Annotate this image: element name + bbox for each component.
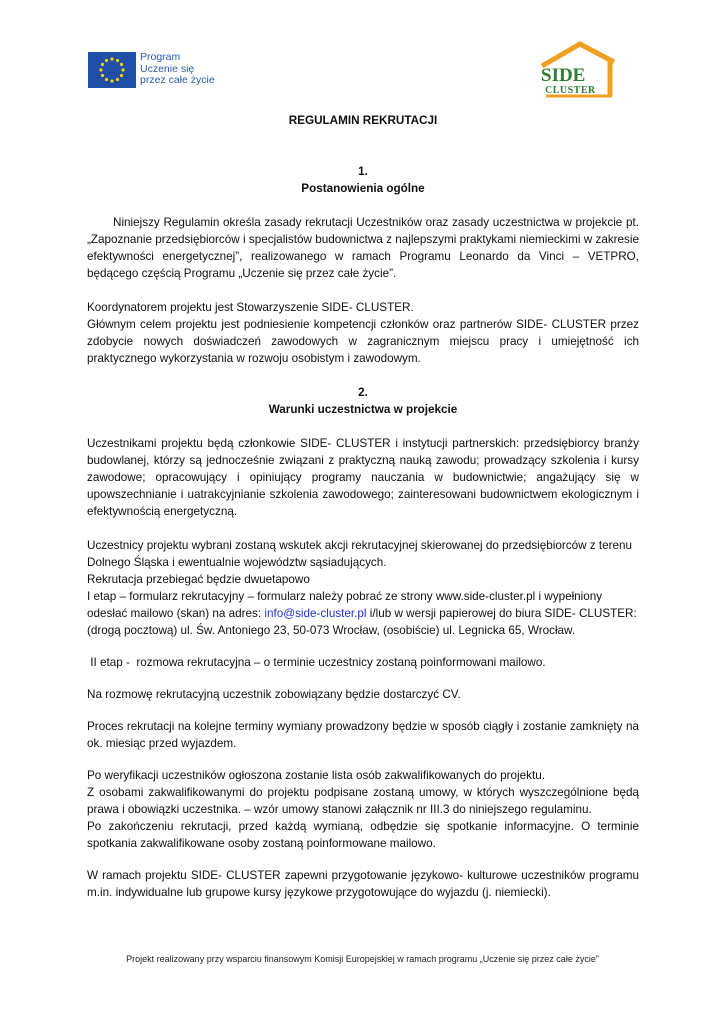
verification-paragraph-2: Z osobami zakwalifikowanymi do projektu podpisane zostaną umowy, w których wyszczególnione będą prawa i obowiązki uczestnika. – wzór umowy stanowi załącznik nr III.3 do niniejszego regulaminu. — [87, 786, 639, 816]
side-logo-word: SIDE — [541, 65, 586, 86]
document-body — [87, 112, 639, 901]
eu-flag-icon — [88, 52, 136, 88]
section-2-paragraph-2: Uczestnicy projektu wybrani zostaną wskutek akcji rekrutacyjnej skierowanej do przedsiębiorców z terenu Dolnego Śląska i ewentualnie województw sąsiadujących. — [87, 539, 633, 569]
stage-1-text: I etap – formularz rekrutacyjny – formularz należy pobrać ze strony www.side-cluster.pl i wypełniony odesłać mailowo (skan) na adres: — [87, 590, 603, 620]
preparation-paragraph: W ramach projektu SIDE- CLUSTER zapewni przygotowanie językowo- kulturowe uczestników programu m.in. indywidualne lub grupowe kursy językowe przygotowujące do wyjazdu (j. niemiecki). — [87, 869, 639, 899]
section-1-number: 1. — [358, 165, 368, 178]
section-1-paragraph-1: Niniejszy Regulamin określa zasady rekrutacji Uczestników oraz zasady uczestnictwa w projekcie pt. „Zapoznanie przedsiębiorców i specjalistów budownictwa z najlepszymi praktykami niemieckimi w zakresie efektywności energetycznej”, realizowanego w ramach Programu Leonardo da Vinci – VETPRO, będącego częścią Programu „Uczenie się przez całe życie”. — [87, 216, 639, 280]
stage-2-paragraph: II etap - rozmowa rekrutacyjna – o terminie uczestnicy zostaną poinformowani mailowo. — [87, 656, 546, 669]
process-paragraph: Proces rekrutacji na kolejne terminy wymiany prowadzony będzie w sposób ciągły i zostanie zamknięty na ok. miesiąc przed wyjazdem. — [87, 720, 639, 750]
eu-program-text — [140, 52, 230, 87]
section-2-paragraph-3: Rekrutacja przebiegać będzie dwuetapowo — [87, 573, 310, 586]
eu-program-line-3: przez całe życie — [140, 74, 215, 86]
stage-1-paragraph — [87, 588, 639, 639]
section-2-heading: Warunki uczestnictwa w projekcie — [268, 403, 458, 416]
section-2-number: 2. — [358, 386, 368, 399]
cluster-logo-word: CLUSTER — [545, 85, 596, 96]
section-1-paragraph-2: Koordynatorem projektu jest Stowarzyszenie SIDE- CLUSTER. — [87, 301, 414, 314]
section-1-paragraph-3: Głównym celem projektu jest podniesienie kompetencji członków oraz partnerów SIDE- CLUSTER przez zdobycie nowych doświadczeń zawodowych w zagranicznym miejscu pracy i umiejętność ich praktycznego wykorzystania w rozwoju osobistym i zawodowym. — [87, 318, 639, 365]
stage-1-text-continued: i/lub w wersji papierowej do biura SIDE- CLUSTER: (drogą pocztową) ul. Św. Antoniego 23, 50-073 Wrocław, (osobiście) ul. Legnicka 65, Wrocław. — [87, 607, 637, 637]
eu-program-line-1: Program — [140, 51, 181, 63]
cv-paragraph: Na rozmowę rekrutacyjną uczestnik zobowiązany będzie dostarczyć CV. — [87, 688, 461, 701]
section-2-paragraph-1: Uczestnikami projektu będą członkowie SIDE- CLUSTER i instytucji partnerskich: przedsiębiorcy branży budowlanej, którzy są jednocześnie związani z praktyczną nauką zawodu; prowadzący szkolenia i kursy zawodowe; opracowujący i opiniujący programy nauczania w budownictwie; angażujący się w upowszechnianie i uatrakcyjnianie szkolenia zawodowego; zainteresowani budownictwem ekologicznym i efektywnością energetyczną. — [87, 437, 639, 518]
eu-program-logo — [88, 52, 223, 88]
verification-paragraph-1: Po weryfikacji uczestników ogłoszona zostanie lista osób zakwalifikowanych do projektu. — [87, 769, 545, 782]
eu-program-line-2: Uczenie się — [140, 62, 195, 75]
document-title: REGULAMIN REKRUTACJI — [288, 114, 438, 127]
side-cluster-logo — [538, 40, 618, 100]
page-footer: Projekt realizowany przy wsparciu finansowym Komisji Europejskiej w ramach programu „Uczenie się przez całe życie” — [126, 954, 599, 964]
section-1-heading: Postanowienia ogólne — [301, 182, 425, 195]
email-link[interactable]: info@side-cluster.pl — [264, 607, 367, 620]
verification-paragraph-3: Po zakończeniu rekrutacji, przed każdą wymianą, odbędzie się spotkanie informacyjne. O terminie spotkania zakwalifikowane osoby zostaną poinformowane mailowo. — [87, 820, 639, 850]
